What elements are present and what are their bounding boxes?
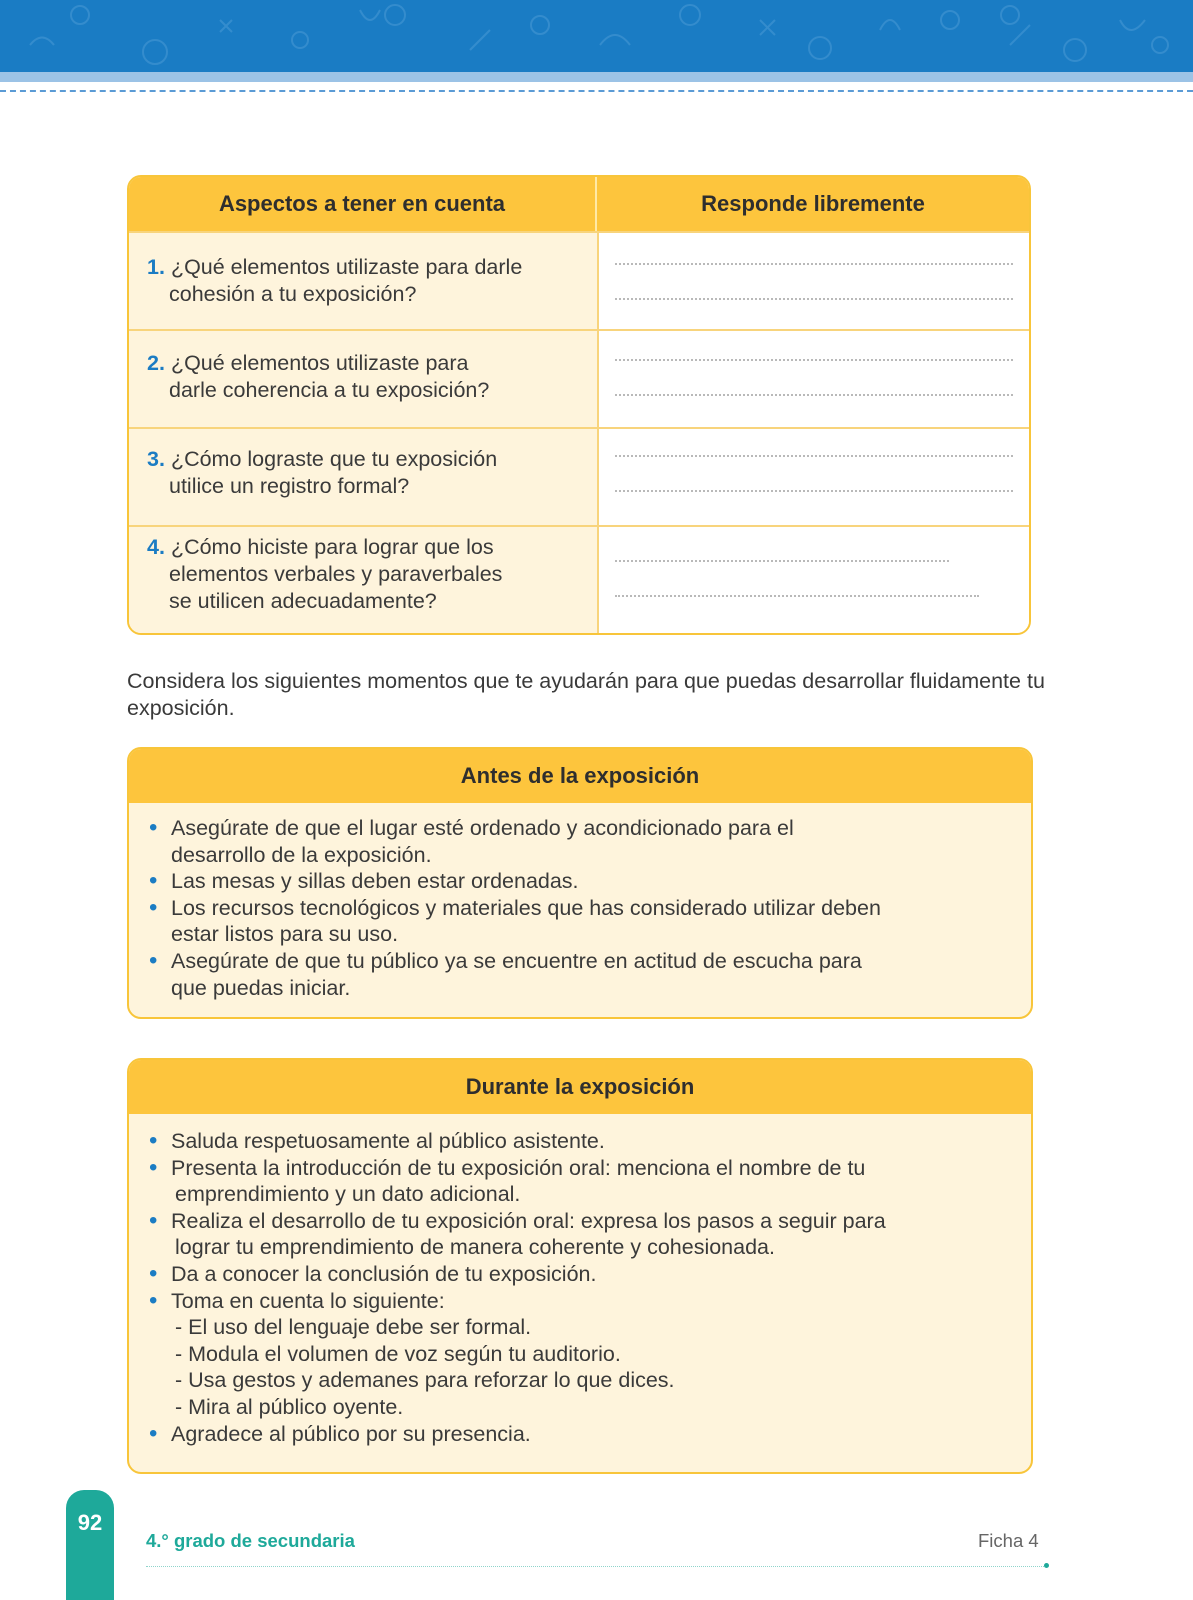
footer-dot: [1044, 1563, 1049, 1568]
answer-cell[interactable]: [597, 527, 1029, 635]
durante-body: [129, 1114, 1031, 1459]
antes-list: [149, 815, 1011, 1001]
list-item: [149, 1208, 1011, 1261]
reflection-table: [127, 175, 1031, 635]
footer-dotted-line: [146, 1566, 1044, 1567]
answer-line[interactable]: [615, 394, 1013, 396]
list-item: [149, 1288, 1011, 1421]
question-line: se utilicen adecuadamente?: [169, 589, 437, 613]
sub-item-text: - Mira al público oyente.: [175, 1394, 404, 1419]
item-text: Da a conocer la conclusión de tu exposición.: [171, 1261, 597, 1286]
table-header: [129, 177, 1029, 231]
page-number: 92: [77, 1510, 103, 1535]
durante-box: [127, 1058, 1033, 1474]
list-item: [149, 1261, 1011, 1288]
durante-list: [149, 1128, 1011, 1447]
item-text: Asegúrate de que el lugar esté ordenado y acondicionado para el: [171, 816, 794, 840]
item-text: Las mesas y sillas deben estar ordenadas.: [171, 869, 579, 894]
question-line: darle coherencia a tu exposición?: [169, 378, 490, 402]
sub-item-text: - El uso del lenguaje debe ser formal.: [175, 1315, 532, 1340]
question-cell: [129, 429, 595, 525]
question-line: ¿Cómo hiciste para lograr que los: [170, 535, 494, 559]
answer-line[interactable]: [615, 595, 979, 597]
question-text: [147, 254, 581, 308]
item-text: Realiza el desarrollo de tu exposición oral: expresa los pasos a seguir para: [171, 1208, 886, 1233]
header-dashed-line: [0, 90, 1193, 92]
table-row: [129, 427, 1029, 525]
antes-body: [129, 803, 1031, 1013]
item-text: emprendimiento y un dato adicional.: [175, 1182, 521, 1207]
item-text: que puedas iniciar.: [171, 975, 351, 1000]
sub-item-text: - Modula el volumen de voz según tu auditorio.: [175, 1341, 621, 1366]
answer-cell[interactable]: [597, 331, 1029, 427]
question-line: ¿Qué elementos utilizaste para darle: [170, 255, 523, 279]
list-item: [149, 1421, 1011, 1448]
list-item: [149, 948, 1011, 1001]
question-number: 3.: [147, 447, 165, 471]
question-cell: [129, 527, 595, 635]
question-cell: [129, 233, 595, 329]
durante-title: Durante la exposición: [129, 1060, 1031, 1114]
sub-item-text: - Usa gestos y ademanes para reforzar lo que dices.: [175, 1368, 675, 1393]
antes-box: [127, 747, 1033, 1019]
item-text: desarrollo de la exposición.: [171, 842, 432, 867]
answer-line[interactable]: [615, 298, 1013, 300]
answer-line[interactable]: [615, 490, 1013, 492]
ficha-label: Ficha 4: [978, 1530, 1039, 1551]
answer-cell[interactable]: [597, 429, 1029, 525]
item-text: Agradece al público por su presencia.: [171, 1421, 531, 1446]
table-row: [129, 329, 1029, 427]
answer-cell[interactable]: [597, 233, 1029, 329]
header-banner: [0, 0, 1193, 72]
banner-doodles: [0, 0, 1193, 72]
page-number-tab: [66, 1490, 114, 1600]
question-line: utilice un registro formal?: [169, 474, 410, 498]
answer-line[interactable]: [615, 455, 1013, 457]
intro-paragraph: Considera los siguientes momentos que te ayudarán para que puedas desarrollar fluidamente tu exposición.: [127, 669, 1045, 720]
answer-line[interactable]: [615, 263, 1013, 265]
question-cell: [129, 331, 595, 427]
item-text: Los recursos tecnológicos y materiales que has considerado utilizar deben: [171, 895, 881, 920]
header-responde: Responde libremente: [701, 191, 925, 216]
question-text: [147, 350, 581, 404]
table-row: [129, 231, 1029, 329]
item-text: Saluda respetuosamente al público asistente.: [171, 1129, 605, 1153]
list-item: [149, 895, 1011, 948]
answer-line[interactable]: [615, 359, 1013, 361]
question-text: [147, 534, 581, 615]
header-strip: [0, 72, 1193, 82]
answer-line[interactable]: [615, 560, 949, 562]
list-item: [149, 868, 1011, 895]
table-row: [129, 525, 1029, 635]
question-number: 1.: [147, 255, 165, 279]
list-item: [149, 1155, 1011, 1208]
question-line: ¿Qué elementos utilizaste para: [170, 351, 469, 375]
item-text: estar listos para su uso.: [171, 922, 399, 947]
header-aspectos: Aspectos a tener en cuenta: [218, 191, 506, 216]
grade-label: 4.° grado de secundaria: [146, 1530, 355, 1551]
question-number: 2.: [147, 351, 165, 375]
question-text: [147, 446, 581, 500]
item-text: lograr tu emprendimiento de manera coherente y cohesionada.: [175, 1235, 775, 1260]
list-item: [149, 815, 1011, 868]
item-text: Asegúrate de que tu público ya se encuentre en actitud de escucha para: [171, 948, 862, 973]
question-line: cohesión a tu exposición?: [169, 282, 417, 306]
antes-title: Antes de la exposición: [129, 749, 1031, 803]
question-line: elementos verbales y paraverbales: [169, 562, 503, 586]
item-text: Toma en cuenta lo siguiente:: [171, 1288, 445, 1313]
question-number: 4.: [147, 535, 165, 559]
item-text: Presenta la introducción de tu exposición oral: menciona el nombre de tu: [171, 1155, 866, 1180]
list-item: [149, 1128, 1011, 1155]
question-line: ¿Cómo lograste que tu exposición: [170, 447, 498, 471]
